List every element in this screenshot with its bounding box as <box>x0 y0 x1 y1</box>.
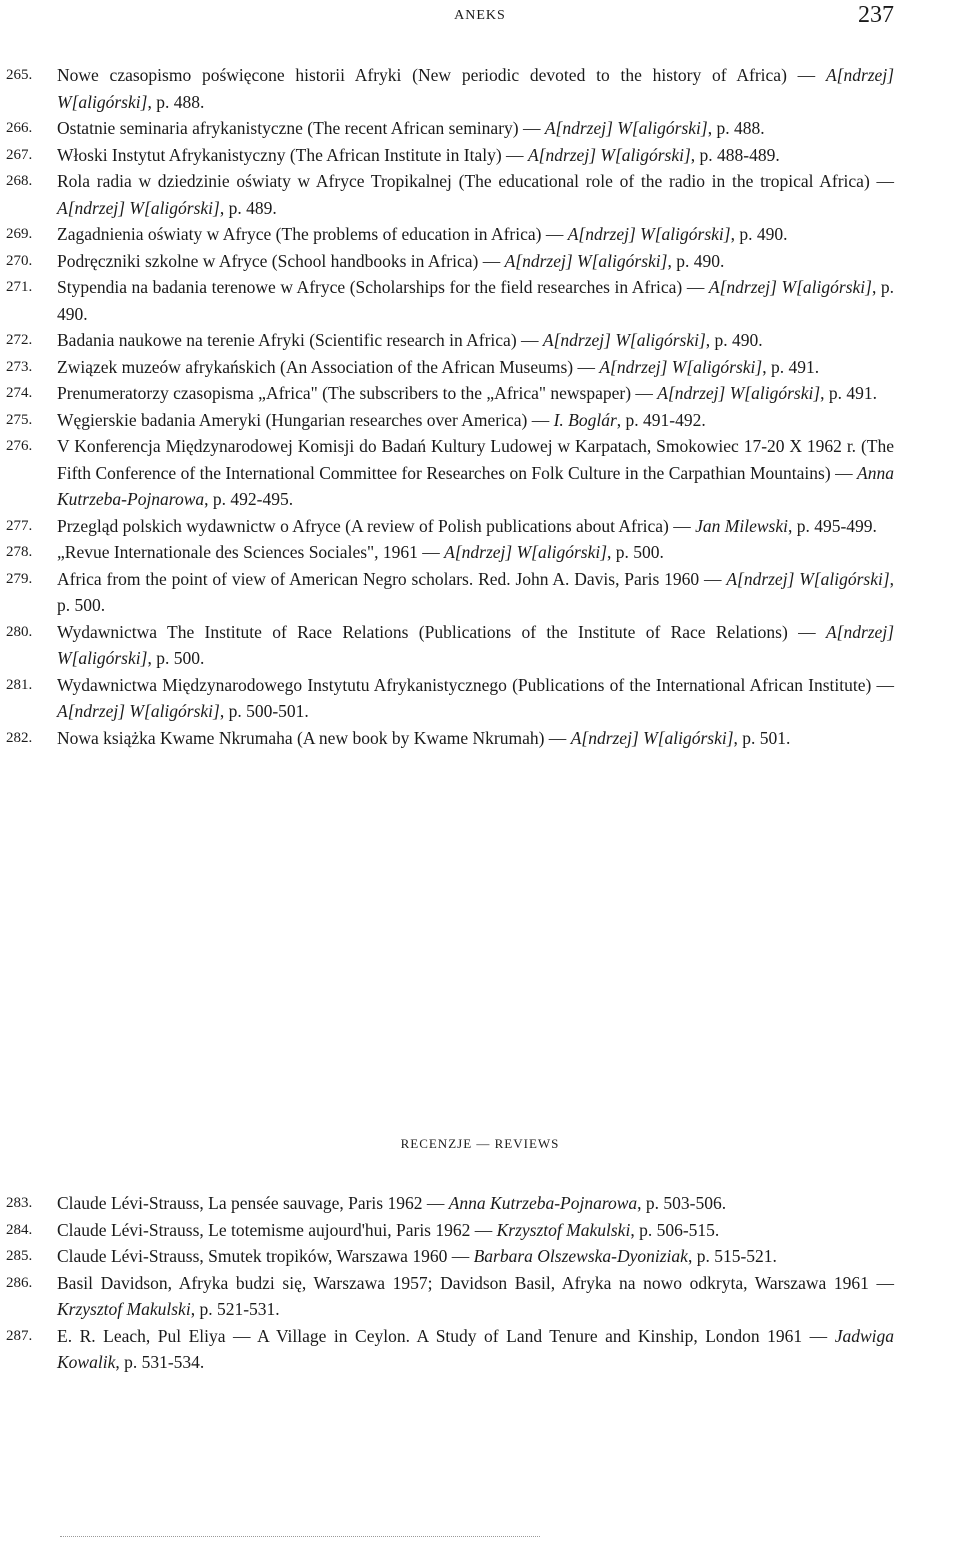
entry-title: Badania naukowe na terenie Afryki (Scientific research in Africa) — <box>57 330 543 350</box>
entry-number: 285. <box>6 1248 33 1264</box>
entry-pages: , p. 495-499. <box>787 515 877 536</box>
entry-title: „Revue Internationale des Sciences Sociales", 1961 — <box>57 542 445 562</box>
entry-title: Basil Davidson, Afryka budzi się, Warszawa 1957; Davidson Basil, Afryka na nowo odkryta, Warszawa 1961 — <box>57 1272 894 1293</box>
bibliography-entry <box>0 1323 960 1376</box>
entry-text <box>57 62 894 115</box>
entry-number: 273. <box>6 358 33 375</box>
entry-author: A[ndrzej] W[aligórski] <box>57 701 220 721</box>
entry-number: 279. <box>6 570 33 587</box>
entry-number: 287. <box>6 1327 33 1344</box>
entry-author: A[ndrzej] W[aligórski] <box>57 621 894 668</box>
bibliography-entry <box>0 619 960 672</box>
entry-author: Krzysztof Makulski <box>496 1219 631 1240</box>
entry-pages: , p. 491. <box>762 356 820 377</box>
entry-number: 283. <box>6 1195 33 1211</box>
entry-text <box>57 407 894 434</box>
entry-number: 277. <box>6 517 33 534</box>
bibliography-entry <box>0 354 960 381</box>
entry-author: A[ndrzej] W[aligórski] <box>504 250 668 271</box>
entry-number: 274. <box>6 385 33 401</box>
entry-title: Claude Lévi-Strauss, Smutek tropików, Warszawa 1960 — <box>57 1246 474 1266</box>
entry-pages: , p. 500. <box>607 542 664 562</box>
entry-number: 280. <box>6 623 33 640</box>
entry-author: A[ndrzej] W[aligórski] <box>444 542 608 562</box>
entry-number: 284. <box>6 1221 33 1238</box>
entry-pages: , p. 488-489. <box>690 144 780 165</box>
reviews-list <box>0 1190 960 1376</box>
entry-title: Węgierskie badania Ameryki (Hungarian researches over America) — <box>57 409 554 430</box>
bibliography-entry <box>0 115 960 142</box>
entry-pages: , p. 500-501. <box>219 701 309 721</box>
entry-title: Zagadnienia oświaty w Afryce (The problems of education in Africa) — <box>57 224 568 244</box>
entry-text <box>57 513 894 540</box>
entry-author: Jan Milewski <box>695 515 788 536</box>
entry-pages: , p. 489. <box>219 197 277 218</box>
entry-number: 278. <box>6 544 33 560</box>
entry-author: A[ndrzej] W[aligórski] <box>542 330 706 350</box>
bibliography-entry <box>0 433 960 513</box>
entry-number: 276. <box>6 438 33 454</box>
entry-title: Claude Lévi-Strauss, La pensée sauvage, Paris 1962 — <box>57 1193 449 1213</box>
bibliography-entry <box>0 221 960 248</box>
entry-number: 268. <box>6 173 33 189</box>
entry-title: Nowe czasopismo poświęcone historii Afryki (New periodic devoted to the history of Africa) — <box>57 65 826 85</box>
entry-author: A[ndrzej] W[aligórski] <box>570 727 734 748</box>
page-number: 237 <box>858 2 894 28</box>
entry-text <box>57 1323 894 1376</box>
entry-title: Podręczniki szkolne w Afryce (School handbooks in Africa) — <box>57 250 505 271</box>
entry-text <box>57 539 894 566</box>
bibliography-entry <box>0 1270 960 1323</box>
entry-text <box>57 380 894 407</box>
entry-author: A[ndrzej] W[aligórski] <box>599 356 763 377</box>
entry-number: 286. <box>6 1274 33 1291</box>
entry-author: Krzysztof Makulski <box>57 1299 191 1319</box>
bibliography-entry <box>0 1217 960 1244</box>
entry-text <box>57 142 894 169</box>
entry-text <box>57 1217 894 1244</box>
bibliography-list <box>0 62 960 751</box>
entry-pages: , p. 500. <box>57 568 895 615</box>
bibliography-entry <box>0 327 960 354</box>
bibliography-entry <box>0 539 960 566</box>
entry-pages: , p. 488. <box>707 118 765 138</box>
entry-pages: , p. 490. <box>730 224 788 244</box>
entry-title: Wydawnictwa The Institute of Race Relations (Publications of the Institute of Race Relations) — <box>57 621 826 642</box>
footer-dotted-rule <box>60 1536 540 1537</box>
entry-number: 265. <box>6 67 33 83</box>
entry-pages: , p. 506-515. <box>630 1219 720 1240</box>
entry-title: Rola radia w dziedzinie oświaty w Afryce Tropikalnej (The educational role of the radio in the tropical Africa) — <box>57 171 894 191</box>
entry-text <box>57 221 894 248</box>
entry-title: Claude Lévi-Strauss, Le totemisme aujourd'hui, Paris 1962 — <box>57 1219 497 1240</box>
entry-number: 275. <box>6 411 33 428</box>
entry-number: 267. <box>6 146 33 163</box>
entry-text <box>57 725 894 752</box>
entry-title: Nowa książka Kwame Nkrumaha (A new book by Kwame Nkrumah) — <box>57 727 571 748</box>
entry-author: A[ndrzej] W[aligórski] <box>708 277 872 297</box>
entry-pages: , p. 488. <box>147 91 205 112</box>
entry-pages: , p. 521-531. <box>190 1299 280 1319</box>
running-title: ANEKS <box>454 8 506 23</box>
entry-title: Włoski Instytut Afrykanistyczny (The African Institute in Italy) — <box>57 144 528 165</box>
entry-text <box>57 354 894 381</box>
bibliography-entry <box>0 168 960 221</box>
entry-pages: , p. 490. <box>705 330 763 350</box>
entry-title: V Konferencja Międzynarodowej Komisji do Badań Kultury Ludowej w Karpatach, Smokowiec 17-20 X 1962 r. (The Fifth Conference of the International Committee for Researches on Folk Culture in the Carpathian Mountains) — <box>57 436 894 483</box>
entry-pages: , p. 490. <box>667 250 725 271</box>
entry-pages: , p. 531-534. <box>115 1352 205 1372</box>
entry-author: A[ndrzej] W[aligórski] <box>57 197 220 218</box>
entry-number: 266. <box>6 120 33 136</box>
bibliography-entry <box>0 566 960 619</box>
entry-title: Africa from the point of view of American Negro scholars. Red. John A. Davis, Paris 1960 — <box>57 568 727 589</box>
entry-title: Przegląd polskich wydawnictw o Afryce (A review of Polish publications about Africa) — <box>57 515 696 536</box>
entry-number: 269. <box>6 226 33 242</box>
entry-author: A[ndrzej] W[aligórski] <box>57 65 894 112</box>
entry-text <box>57 433 894 513</box>
entry-number: 272. <box>6 332 33 348</box>
entry-pages: , p. 491. <box>820 383 878 403</box>
entry-text <box>57 1243 894 1270</box>
bibliography-entry <box>0 248 960 275</box>
entry-author: Anna Kutrzeba-Pojnarowa <box>448 1193 638 1213</box>
bibliography-entry <box>0 513 960 540</box>
entry-text <box>57 168 894 221</box>
entry-author: I. Boglár <box>553 409 617 430</box>
entry-pages: , p. 500. <box>147 648 205 668</box>
entry-author: A[ndrzej] W[aligórski] <box>527 144 691 165</box>
entry-pages: , p. 515-521. <box>687 1246 777 1266</box>
entry-number: 282. <box>6 729 33 746</box>
entry-text <box>57 1270 894 1323</box>
bibliography-entry <box>0 380 960 407</box>
entry-pages: , p. 501. <box>733 727 791 748</box>
bibliography-entry <box>0 672 960 725</box>
entry-author: Jadwiga Kowalik <box>57 1325 894 1372</box>
entry-title: Ostatnie seminaria afrykanistyczne (The recent African seminary) — <box>57 118 545 138</box>
bibliography-entry <box>0 142 960 169</box>
bibliography-entry <box>0 274 960 327</box>
entry-title: Stypendia na badania terenowe w Afryce (Scholarships for the field researches in Africa) — <box>57 277 709 297</box>
entry-pages: , p. 491-492. <box>616 409 706 430</box>
entry-pages: , p. 503-506. <box>637 1193 727 1213</box>
entry-text <box>57 327 894 354</box>
entry-author: Anna Kutrzeba-Pojnarowa <box>57 462 894 509</box>
entry-text <box>57 115 894 142</box>
entry-text <box>57 566 894 619</box>
entry-author: A[ndrzej] W[aligórski] <box>726 568 890 589</box>
entry-pages: , p. 490. <box>57 277 895 324</box>
entry-text <box>57 672 894 725</box>
bibliography-entry <box>0 725 960 752</box>
section-heading-reviews: RECENZJE — REVIEWS <box>400 1136 560 1151</box>
entry-text <box>57 274 894 327</box>
entry-author: A[ndrzej] W[aligórski] <box>657 383 821 403</box>
bibliography-entry <box>0 62 960 115</box>
bibliography-entry <box>0 1243 960 1270</box>
entry-text <box>57 248 894 275</box>
bibliography-entry <box>0 407 960 434</box>
entry-author: A[ndrzej] W[aligórski] <box>544 118 708 138</box>
entry-title: Związek muzeów afrykańskich (An Association of the African Museums) — <box>57 356 600 377</box>
bibliography-entry <box>0 1190 960 1217</box>
entry-text <box>57 619 894 672</box>
entry-number: 271. <box>6 279 33 295</box>
entry-number: 270. <box>6 252 33 269</box>
entry-title: E. R. Leach, Pul Eliya — A Village in Ceylon. A Study of Land Tenure and Kinship, London 1961 — <box>57 1325 835 1346</box>
entry-title: Wydawnictwa Międzynarodowego Instytutu Afrykanistycznego (Publications of the International African Institute) — <box>57 674 894 695</box>
entry-title: Prenumeratorzy czasopisma „Africa" (The subscribers to the „Africa" newspaper) — <box>57 383 658 403</box>
running-head <box>0 2 960 34</box>
entry-number: 281. <box>6 676 33 693</box>
entry-author: A[ndrzej] W[aligórski] <box>567 224 731 244</box>
entry-pages: , p. 492-495. <box>204 489 294 509</box>
entry-text <box>57 1190 894 1217</box>
entry-author: Barbara Olszewska-Dyoniziak <box>473 1246 688 1266</box>
